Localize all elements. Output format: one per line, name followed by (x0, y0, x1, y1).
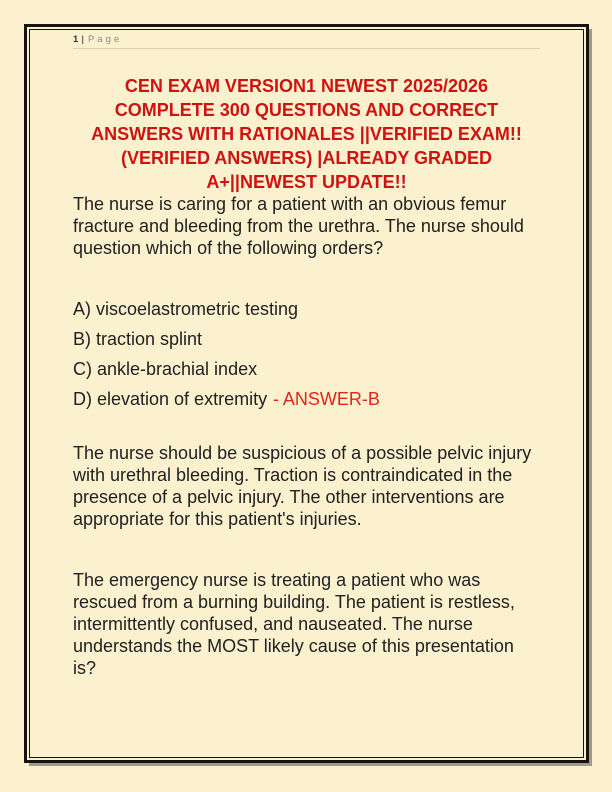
option-d-answer-marker: - ANSWER-B (272, 389, 380, 410)
title-line-2: COMPLETE 300 QUESTIONS AND CORRECT (114, 100, 499, 120)
page-header-label: Page (87, 34, 123, 45)
question-1: The nurse is caring for a patient with an obvious femur fracture and bleeding from the urethra. The nurse should question which of the following orders? (73, 194, 524, 258)
option-d-text: D) elevation of extremity (73, 389, 268, 410)
option-b (73, 329, 540, 351)
page-content (27, 27, 586, 760)
title-line-1: CEN EXAM VERSION1 NEWEST 2025/2026 (124, 76, 489, 96)
option-a-text: A) viscoelastrometric testing (73, 299, 299, 320)
option-d (73, 389, 540, 411)
rationale: The nurse should be suspicious of a possible pelvic injury with urethral bleeding. Traction is contraindicated in the presence of a pelvic injury. The other interventions are appropriate for this patient's injuries. (73, 443, 532, 529)
title-line-4: (VERIFIED ANSWERS) |ALREADY GRADED (120, 148, 493, 168)
page-border-frame (24, 24, 589, 763)
option-c-text: C) ankle-brachial index (73, 359, 258, 380)
option-a (73, 299, 540, 321)
page-header (73, 34, 540, 46)
question-2: The emergency nurse is treating a patient who was rescued from a burning building. The patient is restless, intermittently confused, and nauseated. The nurse understands the MOST likely cause of this presentation is? (73, 570, 515, 678)
page-header-separator: | (81, 34, 84, 45)
page-number: 1 (73, 34, 79, 45)
header-rule (73, 48, 540, 49)
title-line-3: ANSWERS WITH RATIONALES ||VERIFIED EXAM!! (91, 124, 522, 144)
document-title (73, 74, 540, 194)
option-c (73, 359, 540, 381)
title-line-5: A+||NEWEST UPDATE!! (206, 172, 407, 192)
option-b-text: B) traction splint (73, 329, 203, 350)
answer-options (73, 299, 540, 411)
